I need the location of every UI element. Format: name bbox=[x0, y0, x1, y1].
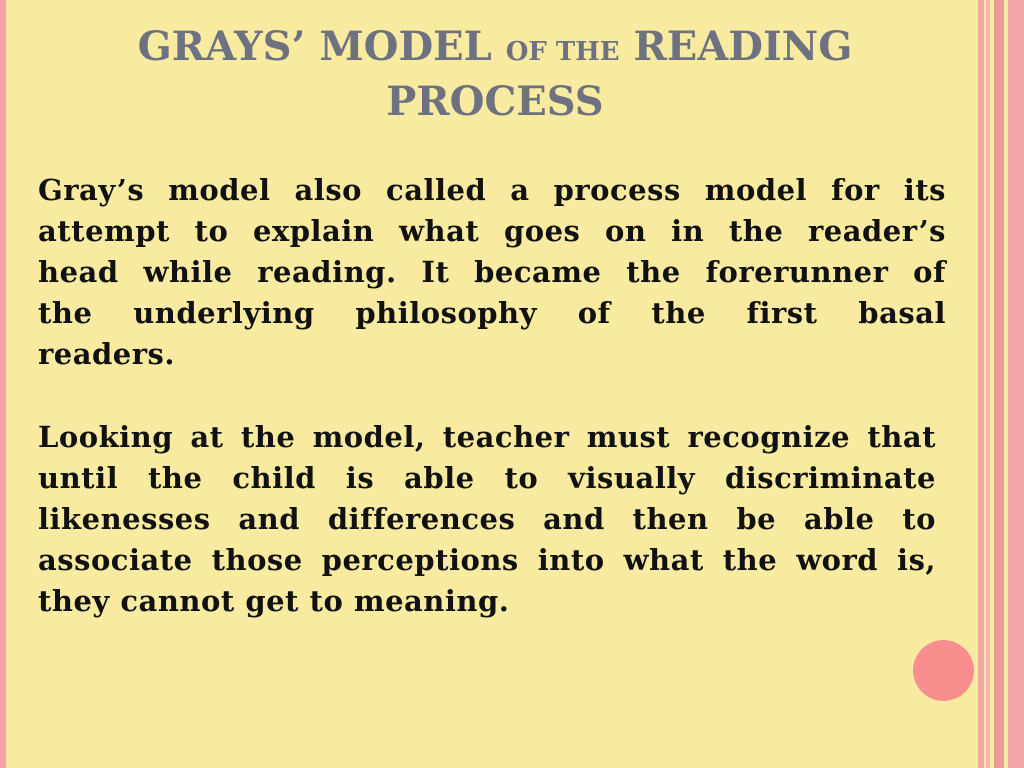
paragraph-line: they cannot get to meaning. bbox=[38, 584, 510, 618]
paragraph-line: attempt to explain what goes on in the reader’s bbox=[38, 214, 946, 248]
title-part-3: READING bbox=[633, 23, 853, 70]
paragraph-line: Gray’s model also called a process model for its bbox=[38, 173, 946, 207]
paragraph-2 bbox=[38, 417, 936, 622]
paragraph-line: until the child is able to visually discriminate bbox=[38, 461, 936, 495]
stripe bbox=[978, 0, 984, 768]
stripe bbox=[986, 0, 990, 768]
title-line-2: PROCESS bbox=[386, 78, 604, 125]
slide-title bbox=[60, 22, 930, 127]
paragraph-line: likenesses and differences and then be able to bbox=[38, 502, 936, 536]
right-decorative-stripes bbox=[976, 0, 1024, 768]
paragraph-line: the underlying philosophy of the first basal bbox=[38, 296, 946, 330]
decorative-circle bbox=[913, 640, 974, 701]
title-part-2: OF THE bbox=[505, 37, 620, 67]
title-part-1: GRAYS’ MODEL bbox=[137, 23, 492, 70]
paragraph-line: associate those perceptions into what the word is, bbox=[38, 543, 936, 577]
paragraph-line: head while reading. It became the forerunner of bbox=[38, 255, 946, 289]
stripe bbox=[1008, 0, 1024, 768]
paragraph-1 bbox=[38, 170, 946, 375]
stripe bbox=[994, 0, 1004, 768]
paragraph-line: Looking at the model, teacher must recognize that bbox=[38, 420, 936, 454]
paragraph-line: readers. bbox=[38, 337, 175, 371]
left-border-stripe bbox=[0, 0, 6, 768]
